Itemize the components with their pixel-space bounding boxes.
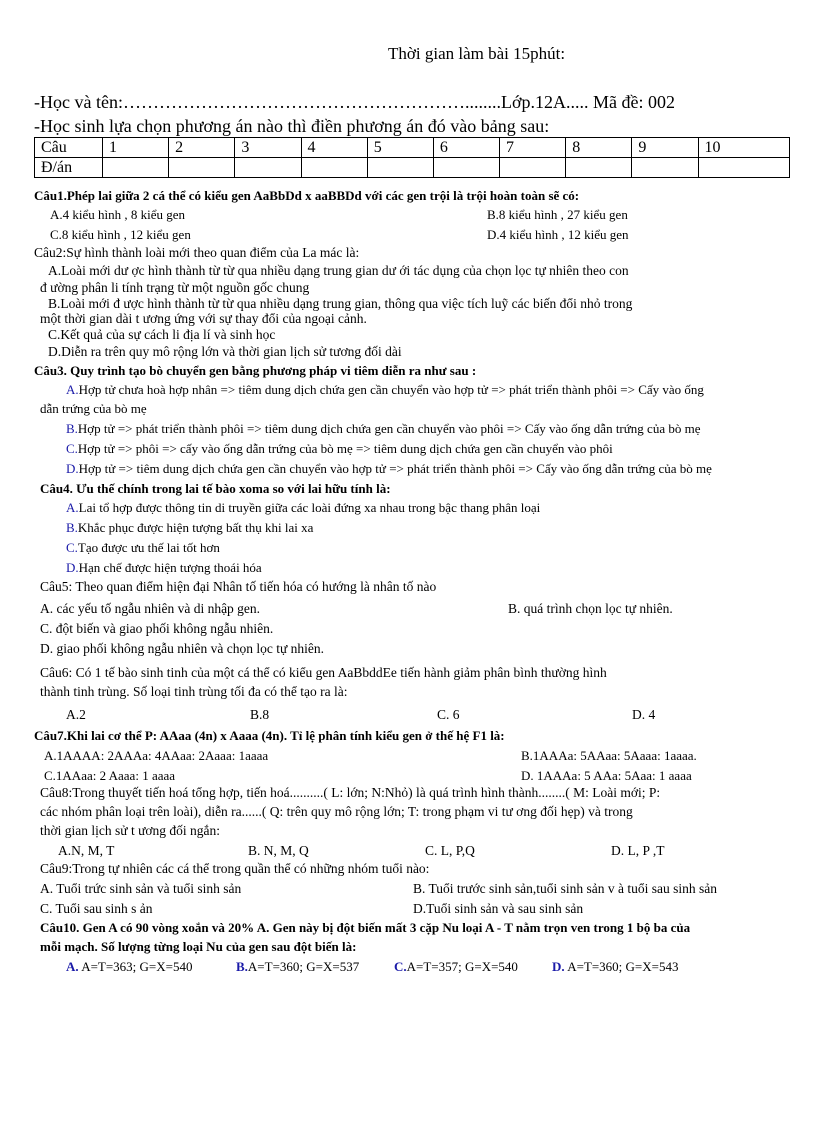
- q2-option-d: D.Diễn ra trên quy mô rộng lớn và thời gian lịch sử tương đối dài: [48, 344, 402, 359]
- q7-option-a: A.1AAAA: 2AAAa: 4AAaa: 2Aaaa: 1aaaa: [44, 748, 269, 763]
- q3-b-text: Hợp tử => phát triển thành phôi => tiêm dung dịch chứa gen cần chuyển vào phôi => Cấy vào ống dẫn trứng của bò mẹ: [77, 421, 701, 436]
- q4-option-c: [66, 540, 220, 556]
- answer-cell[interactable]: [301, 158, 367, 178]
- q5-stem: Câu5: Theo quan điểm hiện đại Nhân tố tiến hóa có hướng là nhân tố nào: [40, 579, 437, 594]
- q9-option-c: C. Tuổi sau sinh s ản: [40, 901, 153, 916]
- q7-stem: Câu7.Khi lai cơ thể P: AAaa (4n) x Aaaa (4n). Tỉ lệ phân tính kiểu gen ở thế hệ F1 là:: [34, 728, 505, 743]
- q10-option-b: [236, 959, 359, 975]
- q8-option-b: B. N, M, Q: [248, 843, 309, 858]
- col-6: 6: [433, 138, 499, 158]
- q10-stem-line1: Câu10. Gen A có 90 vòng xoắn và 20% A. Gen này bị đột biến mất 3 cặp Nu loại A - T nằm trọn ven trong 1 bộ ba của: [40, 920, 691, 935]
- q2-option-b-line1: B.Loài mới đ ược hình thành từ từ qua nhiều dạng trung gian, thông qua việc tích luỹ các biến đổi nhỏ trong: [48, 296, 633, 311]
- q3-c-text: Hợp tử => phôi => cấy vào ống dẫn trứng của bò mẹ => tiêm dung dịch chứa gen cần chuyển vào phôi: [77, 441, 613, 456]
- col-9: 9: [632, 138, 698, 158]
- q3-option-b: [66, 421, 700, 437]
- q4-option-b: [66, 520, 313, 536]
- q3-option-a-line2: dẫn trứng của bò mẹ: [40, 401, 147, 416]
- q9-stem: Câu9:Trong tự nhiên các cá thể trong quần thể có những nhóm tuổi nào:: [40, 861, 430, 876]
- q10-d-letter: D.: [552, 959, 565, 974]
- q1-option-a: A.4 kiểu hình , 8 kiểu gen: [50, 207, 186, 222]
- answer-cell[interactable]: [698, 158, 789, 178]
- q3-option-d: [66, 461, 712, 477]
- q6-stem-line2: thành tinh trùng. Số loại tinh trùng tối đa có thể tạo ra là:: [40, 684, 348, 699]
- q2-option-a-line1: A.Loài mới dư ợc hình thành từ từ qua nhiều dạng trung gian dư ới tác dụng của chọn lọc tự nhiên theo con: [48, 263, 629, 278]
- q8-option-a: A.N, M, T: [58, 843, 115, 858]
- q3-a-letter: A.: [66, 382, 79, 397]
- answer-cell[interactable]: [103, 158, 169, 178]
- q3-stem: Câu3. Quy trình tạo bò chuyển gen bằng phương pháp vi tiêm diễn ra như sau :: [34, 363, 477, 378]
- q2-option-a-line2: đ ường phân li tính trạng từ một nguồn gốc chung: [40, 280, 310, 295]
- q4-b-text: Khắc phục được hiện tượng bất thụ khi lai xa: [77, 520, 314, 535]
- q8-line1: Câu8:Trong thuyết tiến hoá tổng hợp, tiến hoá..........( L: lớn; N:Nhỏ) là quá trình hình thành........( M: Loài mới; P:: [40, 785, 661, 800]
- q9-option-d: D.Tuổi sinh sản và sau sinh sản: [413, 901, 584, 916]
- q3-option-a-line1: [66, 382, 704, 398]
- answer-cell[interactable]: [367, 158, 433, 178]
- q10-option-a: [66, 959, 192, 975]
- q9-option-b: B. Tuổi trước sinh sản,tuổi sinh sản v à tuổi sau sinh sản: [413, 881, 717, 896]
- q4-option-a: [66, 500, 540, 516]
- q3-a-text: Hợp tử chưa hoà hợp nhân => tiêm dung dịch chứa gen cần chuyển vào hợp tử => phát triển thành phôi => Cấy vào ống: [78, 382, 704, 397]
- q4-b-letter: B.: [66, 520, 78, 535]
- q1-option-d: D.4 kiểu hình , 12 kiểu gen: [487, 227, 629, 242]
- col-5: 5: [367, 138, 433, 158]
- q10-option-c: [394, 959, 518, 975]
- student-name-line: -Học và tên:…………………………………………………........Lớp.12A..... Mã đề: 002: [34, 92, 675, 112]
- answer-cell[interactable]: [433, 158, 499, 178]
- q4-c-text: Tạo được ưu thế lai tốt hơn: [77, 540, 220, 555]
- q10-c-text: A=T=357; G=X=540: [406, 959, 518, 974]
- q10-stem-line2: mỗi mạch. Số lượng từng loại Nu của gen sau đột biến là:: [40, 939, 357, 954]
- q7-option-c: C.1AAaa: 2 Aaaa: 1 aaaa: [44, 768, 176, 783]
- q4-a-letter: A.: [66, 500, 79, 515]
- question-number-row: [35, 138, 790, 158]
- q10-b-text: A=T=360; G=X=537: [247, 959, 360, 974]
- q3-b-letter: B.: [66, 421, 78, 436]
- q4-option-d: [66, 560, 262, 576]
- q8-option-d: D. L, P ,T: [611, 843, 665, 858]
- q6-stem-line1: Câu6: Có 1 tế bào sinh tinh của một cá thể có kiểu gen AaBbddEe tiến hành giảm phân bình thường hình: [40, 665, 607, 680]
- q4-stem: Câu4. Ưu thế chính trong lai tế bào xoma so với lai hữu tính là:: [40, 481, 391, 496]
- q8-option-c: C. L, P,Q: [425, 843, 475, 858]
- q10-option-d: [552, 959, 678, 975]
- q4-c-letter: C.: [66, 540, 78, 555]
- q5-option-c: C. đột biến và giao phối không ngẫu nhiên.: [40, 621, 274, 636]
- q5-option-a: A. các yếu tố ngẫu nhiên và di nhập gen.: [40, 601, 261, 616]
- col-2: 2: [169, 138, 235, 158]
- q10-d-text: A=T=360; G=X=543: [567, 959, 679, 974]
- row-label-answer: Đ/án: [35, 158, 103, 178]
- q2-option-c: C.Kết quả của sự cách li địa lí và sinh học: [48, 327, 276, 342]
- col-3: 3: [235, 138, 301, 158]
- answer-cell[interactable]: [235, 158, 301, 178]
- q5-option-d: D. giao phối không ngẫu nhiên và chọn lọc tự nhiên.: [40, 641, 325, 656]
- answer-row: [35, 158, 790, 178]
- q4-a-text: Lai tổ hợp được thông tin di truyền giữa các loài đứng xa nhau trong bậc thang phân loại: [78, 500, 541, 515]
- q10-a-text: A=T=363; G=X=540: [81, 959, 193, 974]
- col-8: 8: [566, 138, 632, 158]
- q2-stem: Câu2:Sự hình thành loài mới theo quan điểm của La mác là:: [34, 245, 360, 260]
- q2-option-b-line2: một thời gian dài t ương ứng với sự thay đổi của ngoại cảnh.: [40, 311, 367, 326]
- answer-cell[interactable]: [566, 158, 632, 178]
- col-10: 10: [698, 138, 789, 158]
- q4-d-letter: D.: [66, 560, 79, 575]
- q3-d-text: Hợp tử => tiêm dung dịch chứa gen cần chuyển vào hợp tử => phát triển thành phôi => Cấy vào ống dẫn trứng của bò mẹ: [78, 461, 712, 476]
- row-label-question: Câu: [35, 138, 103, 158]
- q10-c-letter: C.: [394, 959, 407, 974]
- col-7: 7: [500, 138, 566, 158]
- q1-option-b: B.8 kiểu hình , 27 kiểu gen: [487, 207, 628, 222]
- answer-cell[interactable]: [500, 158, 566, 178]
- instruction-line: -Học sinh lựa chọn phương án nào thì điền phương án đó vào bảng sau:: [34, 116, 550, 136]
- answer-cell[interactable]: [632, 158, 698, 178]
- q6-option-a: A.2: [66, 707, 86, 722]
- col-1: 1: [103, 138, 169, 158]
- col-4: 4: [301, 138, 367, 158]
- q3-c-letter: C.: [66, 441, 78, 456]
- answer-table: [34, 137, 790, 178]
- q7-option-d: D. 1AAAa: 5 AAa: 5Aaa: 1 aaaa: [521, 768, 692, 783]
- q6-option-d: D. 4: [632, 707, 656, 722]
- q4-d-text: Hạn chế được hiện tượng thoái hóa: [78, 560, 262, 575]
- q10-a-letter: A.: [66, 959, 79, 974]
- q6-option-c: C. 6: [437, 707, 460, 722]
- q9-option-a: A. Tuổi trức sinh sản và tuổi sinh sản: [40, 881, 242, 896]
- q8-line3: thời gian lịch sử t ương đối ngắn:: [40, 823, 221, 838]
- q8-line2: các nhóm phân loại trên loài), diễn ra......( Q: trên quy mô rộng lớn; T: trong phạm vi tư ơng đối hẹp) và trong: [40, 804, 633, 819]
- exam-time: Thời gian làm bài 15phút:: [388, 44, 566, 63]
- q10-b-letter: B.: [236, 959, 248, 974]
- q7-option-b: B.1AAAa: 5AAaa: 5Aaaa: 1aaaa.: [521, 748, 697, 763]
- q3-d-letter: D.: [66, 461, 79, 476]
- q1-stem: Câu1.Phép lai giữa 2 cá thể có kiểu gen AaBbDd x aaBBDd với các gen trội là trội hoàn toàn sẽ có:: [34, 188, 580, 203]
- q6-option-b: B.8: [250, 707, 270, 722]
- q5-option-b: B. quá trình chọn lọc tự nhiên.: [508, 601, 673, 616]
- q3-option-c: [66, 441, 613, 457]
- q1-option-c: C.8 kiểu hình , 12 kiểu gen: [50, 227, 191, 242]
- answer-cell[interactable]: [169, 158, 235, 178]
